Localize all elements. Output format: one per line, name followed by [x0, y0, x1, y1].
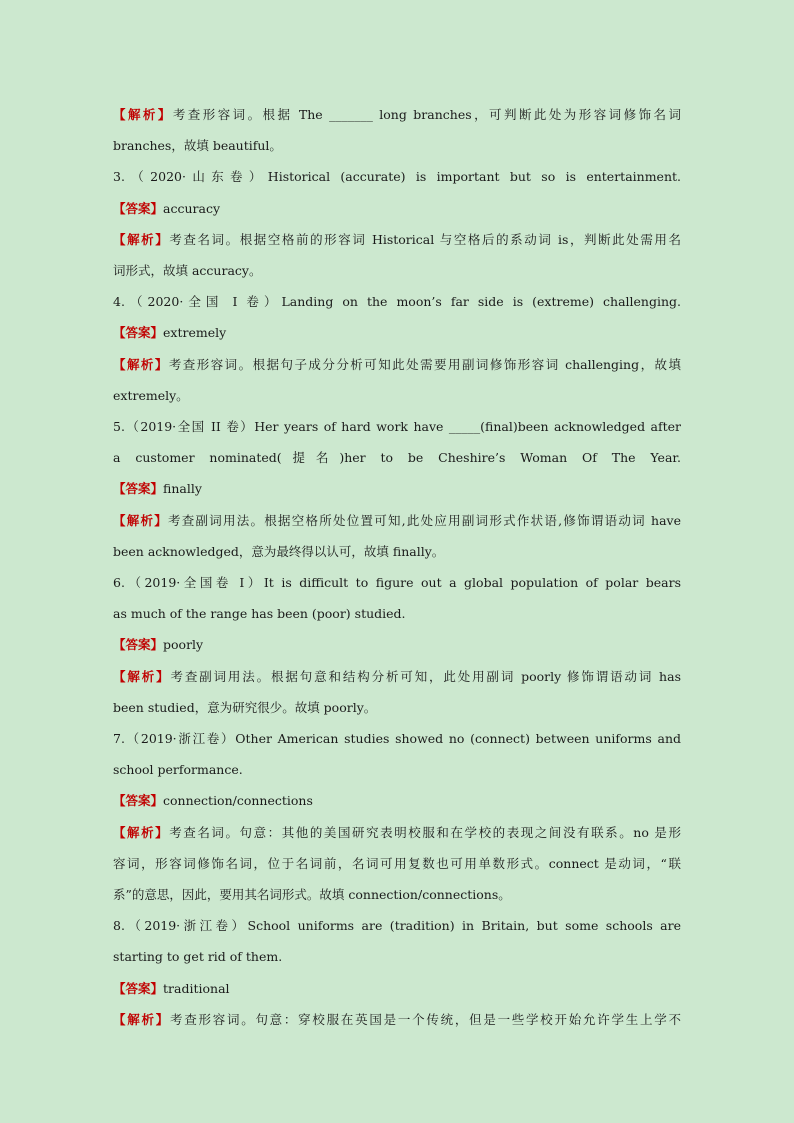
line-text: accuracy — [163, 200, 221, 216]
line-text: been acknowledged，意为最终得以认可，故填 finally。 — [113, 543, 445, 559]
text-line — [113, 255, 681, 286]
answer-label: 【答案】 — [113, 637, 164, 653]
analysis-label: 【解析】 — [113, 231, 170, 247]
text-line — [113, 973, 681, 1004]
line-text: extremely — [163, 325, 227, 341]
answer-label: 【答案】 — [113, 200, 164, 216]
text-line — [113, 473, 681, 504]
line-text: 容词，形容词修饰名词，位于名词前，名词可用复数也可用单数形式。connect 是动词，“联 — [113, 855, 681, 871]
text-line — [113, 629, 681, 660]
line-text: 考查名词。根据空格前的形容词 Historical 与空格后的系动词 is，判断此处需用名 — [169, 231, 681, 247]
analysis-label: 【解析】 — [113, 824, 170, 840]
line-text: traditional — [163, 980, 230, 996]
line-text: 词形式，故填 accuracy。 — [113, 263, 262, 279]
text-line — [113, 1004, 681, 1035]
line-text: starting to get rid of them. — [113, 949, 283, 965]
text-line — [113, 754, 681, 785]
text-line — [113, 349, 681, 380]
text-line — [113, 99, 681, 130]
analysis-label: 【解析】 — [113, 668, 171, 684]
line-text: 考查名词。句意：其他的美国研究表明校服和在学校的表现之间没有联系。no 是形 — [169, 824, 681, 840]
line-text: extremely。 — [113, 387, 189, 403]
line-text: as much of the range has been (poor) studied. — [113, 606, 406, 622]
text-line — [113, 161, 681, 192]
text-line — [113, 879, 681, 910]
text-line — [113, 817, 681, 848]
text-line — [113, 193, 681, 224]
text-line — [113, 505, 681, 536]
line-text: poorly — [163, 637, 204, 653]
analysis-label: 【解析】 — [113, 107, 173, 122]
analysis-label: 【解析】 — [113, 512, 168, 528]
line-text: 7.（2019·浙江卷）Other American studies showed no (connect) between uniforms and — [113, 731, 681, 747]
line-text: 考查形容词。根据 The _______ long branches，可判断此处为形容词修饰名词 — [172, 107, 681, 122]
text-line — [113, 411, 681, 442]
line-text: school performance. — [113, 762, 243, 778]
line-text: 6.（2019·全国卷 I）It is difficult to figure out a global population of polar bears — [113, 575, 681, 591]
text-line — [113, 785, 681, 816]
text-line — [113, 224, 681, 255]
text-line — [113, 661, 681, 692]
line-text: been studied，意为研究很少。故填 poorly。 — [113, 699, 377, 715]
line-text: 5.（2019·全国 II 卷）Her years of hard work have _____(final)been acknowledged after — [113, 419, 681, 435]
text-line — [113, 941, 681, 972]
text-line — [113, 692, 681, 723]
text-line — [113, 848, 681, 879]
text-line — [113, 380, 681, 411]
analysis-label: 【解析】 — [113, 1011, 170, 1027]
line-text: 系”的意思，因此，要用其名词形式。故填 connection/connections。 — [113, 887, 511, 903]
line-text: 考查副词用法。根据空格所处位置可知,此处应用副词形式作状语,修饰谓语动词 have — [168, 512, 681, 528]
line-text: 4.（2020·全国 I 卷）Landing on the moon’s far side is (extreme) challenging. — [113, 294, 681, 310]
text-line — [113, 317, 681, 348]
line-text: 8.（2019·浙江卷）School uniforms are (tradition) in Britain, but some schools are — [113, 918, 681, 934]
line-text: 3.（2020·山东卷）Historical (accurate) is important but so is entertainment. — [113, 169, 681, 185]
line-text: branches，故填 beautiful。 — [113, 138, 282, 154]
text-line — [113, 567, 681, 598]
line-text: 考查形容词。句意：穿校服在英国是一个传统，但是一些学校开始允许学生上学不 — [169, 1011, 681, 1027]
document-body — [113, 99, 681, 1035]
answer-label: 【答案】 — [113, 325, 164, 341]
answer-label: 【答案】 — [113, 980, 164, 996]
text-line — [113, 723, 681, 754]
line-text: finally — [163, 481, 202, 497]
text-line — [113, 130, 681, 161]
line-text: 考查副词用法。根据句意和结构分析可知，此处用副词 poorly 修饰谓语动词 has — [170, 668, 681, 684]
analysis-label: 【解析】 — [113, 356, 169, 372]
text-line — [113, 536, 681, 567]
text-line — [113, 286, 681, 317]
line-text: connection/connections — [163, 793, 313, 809]
line-text: a customer nominated(提名)her to be Cheshire’s Woman Of The Year. — [113, 450, 681, 466]
line-text: 考查形容词。根据句子成分分析可知此处需要用副词修饰形容词 challenging，故填 — [168, 356, 681, 372]
text-line — [113, 442, 681, 473]
text-line — [113, 910, 681, 941]
text-line — [113, 598, 681, 629]
answer-label: 【答案】 — [113, 481, 164, 497]
answer-label: 【答案】 — [113, 793, 164, 809]
